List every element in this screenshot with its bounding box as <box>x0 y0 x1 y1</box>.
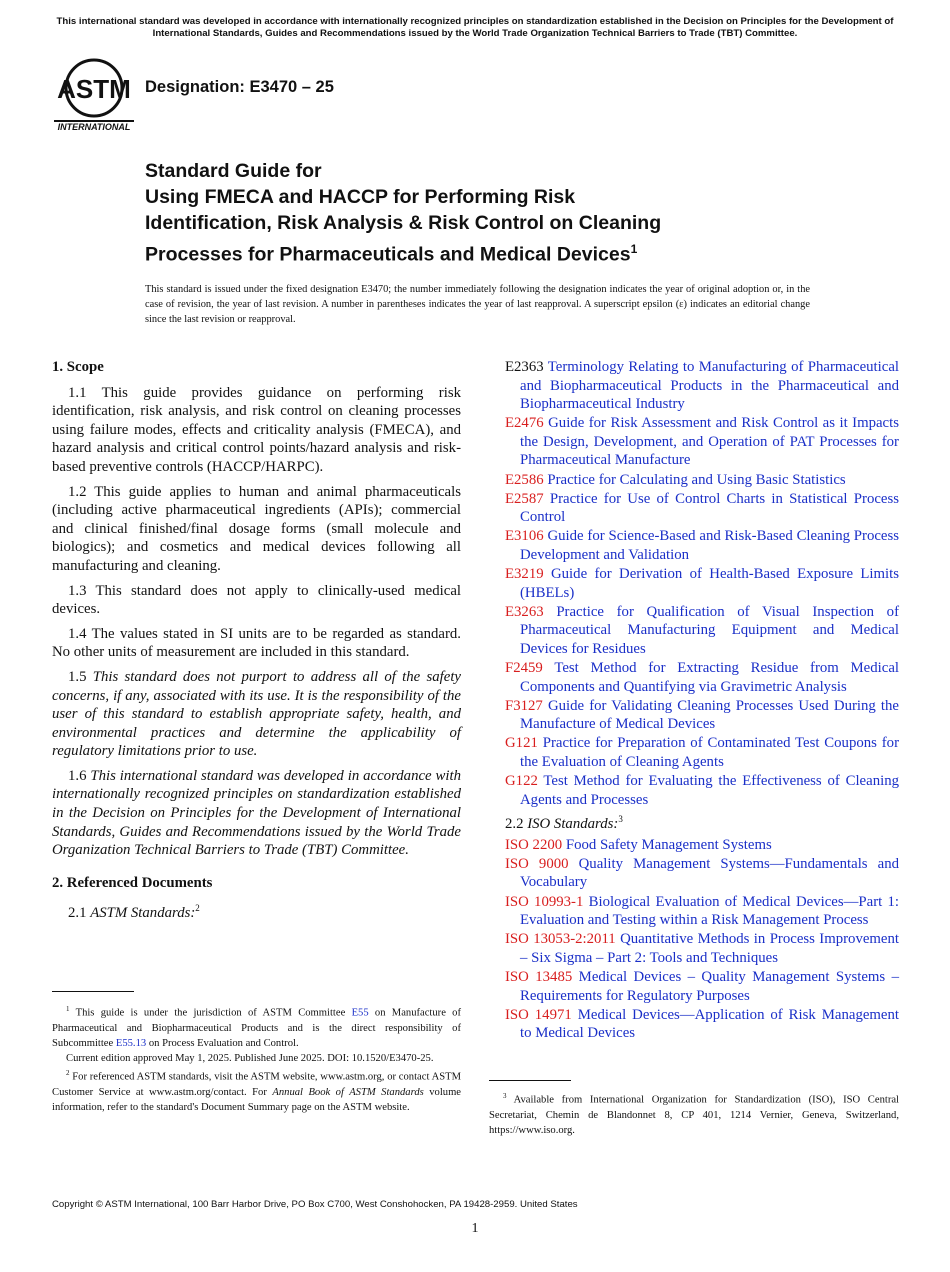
iso-reference-item <box>505 855 899 892</box>
astm-reference-item <box>505 565 899 602</box>
tbt-notice: This international standard was developed in accordance with internationally recognized principles on standardization established in the Decision on Principles for the Development of International Standards, Guides and Recommendations issued by the World Trade Organization Technical Barriers to Trade (TBT) Committee. <box>56 16 894 39</box>
reference-code-link[interactable]: ISO 9000 <box>505 855 569 872</box>
scope-1-6-text: This international standard was developed in accordance with internationally recognized principles on standardization established in the Decision on Principles for the Development of International Standards, Guides and Recommendations issued by the World Trade Organization Technical Barriers to Trade (TBT) Committee. <box>52 767 461 859</box>
reference-code-link[interactable]: F3127 <box>505 697 543 714</box>
footnote-3-mark: 3 <box>503 1092 507 1100</box>
footnote-2-text-a: For referenced ASTM standards, visit the ASTM website, www.astm.org, or contact ASTM Customer Service at www.astm.org/contact. For <box>52 1071 461 1099</box>
reference-title-link[interactable]: Quality Management Systems—Fundamentals and Vocabulary <box>520 855 900 891</box>
footnote-rule-right <box>489 1080 571 1081</box>
document-title <box>145 158 865 268</box>
astm-reference-item <box>505 772 899 809</box>
page-number: 1 <box>471 1221 479 1236</box>
astm-reference-list <box>505 358 899 809</box>
reference-code-link[interactable]: G122 <box>505 773 538 790</box>
footnote-2 <box>52 1066 461 1115</box>
reference-title-link[interactable]: Guide for Derivation of Health-Based Exposure Limits (HBELs) <box>520 566 899 601</box>
reference-title-link[interactable]: Practice for Use of Control Charts in Statistical Process Control <box>520 490 899 526</box>
iso-standards-label: ISO Standards: <box>527 816 619 833</box>
astm-standards-number: 2.1 <box>68 905 87 922</box>
iso-reference-list <box>505 836 899 1043</box>
title-line-2: Using FMECA and HACCP for Performing Risk <box>145 186 576 208</box>
scope-1-2: 1.2 This guide applies to human and animal pharmaceuticals (including active pharmaceutical ingredients (APIs); commercial and clinical finished/final dosage forms (small molecule and biologics); and cosmetics and medical devices following all manufacturing and cleaning. <box>52 483 461 574</box>
left-column <box>52 358 461 929</box>
reference-code-link[interactable]: ISO 10993-1 <box>505 893 584 910</box>
title-line-3: Identification, Risk Analysis & Risk Control on Cleaning <box>145 212 662 234</box>
reference-code-link[interactable]: E2476 <box>505 415 544 432</box>
footnote-2-mark: 2 <box>66 1069 70 1078</box>
reference-title-link[interactable]: Test Method for Evaluating the Effectiveness of Cleaning Agents and Processes <box>520 773 900 808</box>
scope-1-6-number: 1.6 <box>68 767 87 784</box>
iso-reference-item <box>505 893 899 930</box>
copyright-line: Copyright © ASTM International, 100 Barr Harbor Drive, PO Box C700, West Conshohocken, PA 19428-2959. United States <box>52 1199 578 1210</box>
footnote-2-text-b: volume information, refer to the standard's Document Summary page on the ASTM website. <box>52 1087 462 1114</box>
footnote-1-text-a: This guide is under the jurisdiction of ASTM Committee <box>75 1007 346 1019</box>
footnote-1-text-b: on Manufacture of Pharmaceutical and Biopharmaceutical Products and is the direct responsibility of Subcommittee <box>52 1007 461 1049</box>
reference-code-link[interactable]: G121 <box>505 735 538 752</box>
reference-code-link[interactable]: E3263 <box>505 603 544 620</box>
footnotes-left <box>52 1002 461 1115</box>
title-line-1: Standard Guide for <box>145 160 322 182</box>
astm-reference-item <box>505 527 899 564</box>
reference-code-link[interactable]: ISO 13485 <box>505 968 573 985</box>
iso-standards-heading <box>505 810 899 834</box>
reference-title-link[interactable]: Medical Devices—Application of Risk Management to Medical Devices <box>520 1006 899 1042</box>
title-footnote-mark: 1 <box>630 242 638 256</box>
astm-standards-label: ASTM Standards: <box>90 905 196 922</box>
reference-title-link[interactable]: Biological Evaluation of Medical Devices—Part 1: Evaluation and Testing within a Risk Management Process <box>520 893 899 929</box>
footnote-1-text-c: on Process Evaluation and Control. <box>148 1037 299 1049</box>
logo-subtext: INTERNATIONAL <box>57 122 131 132</box>
reference-code-link[interactable]: E3106 <box>505 528 544 545</box>
iso-reference-item <box>505 1006 899 1043</box>
footnote-1 <box>52 1002 461 1051</box>
astm-reference-item <box>505 414 899 470</box>
scope-1-5 <box>52 668 461 761</box>
reference-title-link[interactable]: Practice for Qualification of Visual Inspection of Pharmaceutical Manufacturing Equipment and Medical Devices for Residues <box>520 603 900 657</box>
astm-reference-item <box>505 734 899 771</box>
reference-title-link[interactable]: Medical Devices – Quality Management Systems – Requirements for Regulatory Purposes <box>520 968 899 1004</box>
footnotes-right <box>489 1089 899 1138</box>
referenced-heading: 2. Referenced Documents <box>52 874 213 891</box>
astm-standards-mark: 2 <box>195 903 200 914</box>
reference-code-link[interactable]: E3219 <box>505 566 544 583</box>
astm-standards-heading <box>52 899 461 923</box>
astm-reference-item <box>505 697 899 734</box>
reference-code-link[interactable]: ISO 14971 <box>505 1006 572 1023</box>
reference-title-link[interactable]: Guide for Risk Assessment and Risk Control as it Impacts the Design, Development, and Operation of PAT Processes for Pharmaceutical Manufacture <box>520 415 899 469</box>
title-line-4-text: Processes for Pharmaceuticals and Medical Devices <box>145 243 631 266</box>
issued-note: This standard is issued under the fixed designation E3470; the number immediately following the designation indicates the year of original adoption or, in the case of revision, the year of last revision. A number in parentheses indicates the year of last reapproval. A superscript epsilon (ε) indicates an editorial change since the last revision or reapproval. <box>145 284 810 325</box>
iso-reference-item <box>505 836 899 855</box>
committee-link[interactable]: E55 <box>351 1007 369 1019</box>
footnote-3 <box>489 1089 899 1138</box>
subcommittee-link[interactable]: E55.13 <box>115 1037 147 1049</box>
reference-title-link[interactable]: Guide for Science-Based and Risk-Based Cleaning Process Development and Validation <box>520 528 899 563</box>
reference-title-link[interactable]: Test Method for Extracting Residue from Medical Components and Quantifying via Gravimetric Analysis <box>520 660 900 695</box>
scope-1-5-text: This standard does not purport to address all of the safety concerns, if any, associated with its use. It is the responsibility of the user of this standard to establish appropriate safety, health, and environmental practices and determine the applicability of regulatory limitations prior to use. <box>52 668 461 760</box>
reference-title-link[interactable]: Quantitative Methods in Process Improvement – Six Sigma – Part 2: Tools and Techniques <box>520 931 899 966</box>
reference-code-link[interactable]: F2459 <box>505 660 543 676</box>
scope-1-4: 1.4 The values stated in SI units are to be regarded as standard. No other units of measurement are included in this standard. <box>52 625 461 661</box>
right-column <box>505 358 899 1043</box>
astm-reference-item <box>505 490 899 527</box>
footnote-rule-left <box>52 991 134 992</box>
footnote-3-text: Available from International Organization for Standardization (ISO), ISO Central Secretariat, Chemin de Blandonnet 8, CP 401, 1214 Vernier, Geneva, Switzerland, https://www.iso.org. <box>489 1094 899 1136</box>
scope-heading: 1. Scope <box>52 359 104 375</box>
reference-title-link[interactable]: Food Safety Management Systems <box>565 836 772 853</box>
reference-code-link[interactable]: E2586 <box>505 471 544 488</box>
reference-title-link[interactable]: Guide for Validating Cleaning Processes Used During the Manufacture of Medical Devices <box>520 697 899 733</box>
title-line-4 <box>145 236 865 268</box>
logo-letters: ASTM <box>57 74 131 104</box>
scope-1-3: 1.3 This standard does not apply to clinically-used medical devices. <box>52 582 461 618</box>
iso-reference-item <box>505 968 899 1005</box>
iso-standards-number: 2.2 <box>505 816 524 833</box>
astm-reference-item <box>505 603 899 659</box>
reference-code-link[interactable]: ISO 13053-2:2011 <box>505 931 616 948</box>
scope-1-6 <box>52 767 461 860</box>
astm-reference-item <box>505 358 899 414</box>
footnote-2-italic: Annual Book of ASTM Standards <box>272 1087 424 1099</box>
scope-1-5-number: 1.5 <box>68 668 87 685</box>
scope-1-1: 1.1 This guide provides guidance on performing risk identification, risk analysis, and risk control on cleaning processes using failure modes, effects and criticality analysis (FMECA), and hazard analysis and critical control points/hazard analysis and risk-based preventive controls (HACCP/HARPC). <box>52 384 461 475</box>
iso-reference-item <box>505 930 899 967</box>
iso-standards-mark: 3 <box>618 814 623 825</box>
astm-reference-item <box>505 659 899 696</box>
reference-code-link[interactable]: E2363 <box>505 359 544 375</box>
astm-reference-item <box>505 471 899 490</box>
astm-logo-icon <box>52 56 136 132</box>
reference-title-link[interactable]: Terminology Relating to Manufacturing of Pharmaceutical and Biopharmaceutical Products in the Pharmaceutical and Biopharmaceutical Industry <box>520 359 899 413</box>
reference-title-link[interactable]: Practice for Preparation of Contaminated Test Coupons for the Evaluation of Cleaning Agents <box>520 735 899 770</box>
footnote-1-mark: 1 <box>66 1005 70 1013</box>
edition-note: Current edition approved May 1, 2025. Published June 2025. DOI: 10.1520/E3470-25. <box>66 1053 434 1065</box>
reference-code-link[interactable]: ISO 2200 <box>505 836 563 853</box>
reference-title-link[interactable]: Practice for Calculating and Using Basic Statistics <box>547 471 846 488</box>
reference-code-link[interactable]: E2587 <box>505 490 544 507</box>
designation: Designation: E3470 – 25 <box>145 78 334 96</box>
